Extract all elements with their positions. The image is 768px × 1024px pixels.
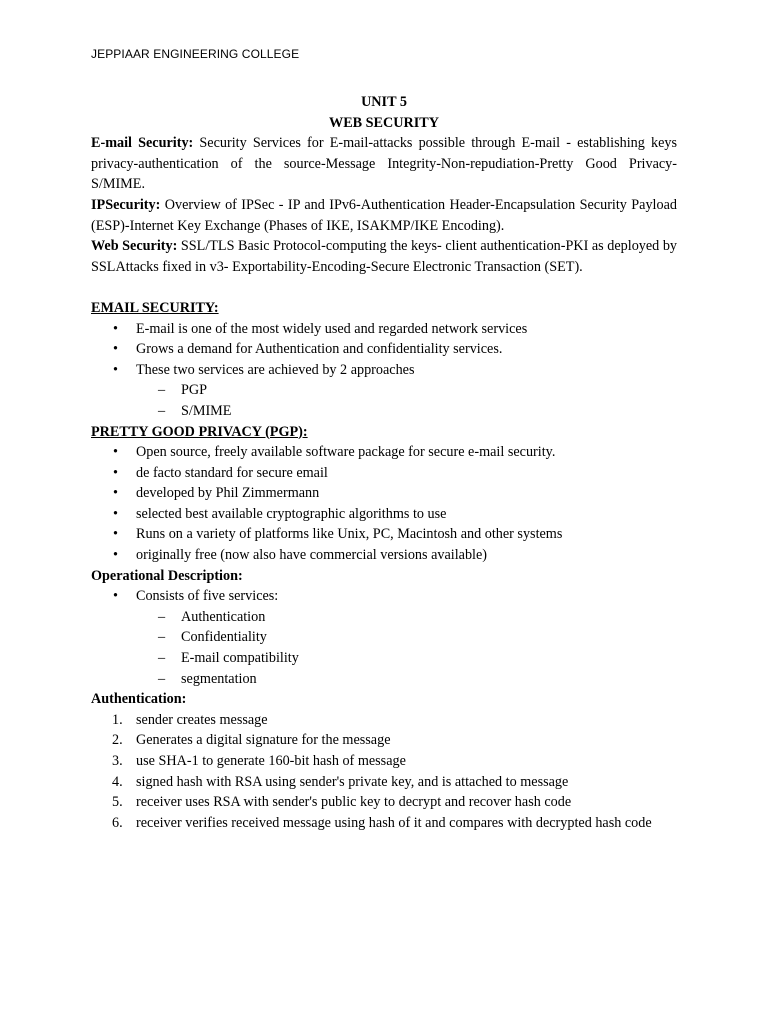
list-item: – S/MIME <box>91 401 677 422</box>
list-item: • developed by Phil Zimmermann <box>91 483 677 504</box>
list-item: • Grows a demand for Authentication and confidentiality services. <box>91 339 677 360</box>
list-item: • Runs on a variety of platforms like Unix, PC, Macintosh and other systems <box>91 524 677 545</box>
unit-heading: UNIT 5 <box>361 94 407 110</box>
pgp-list <box>91 442 677 566</box>
list-item: – E-mail compatibility <box>91 648 677 669</box>
section-heading-operational: Operational Description: <box>91 567 243 584</box>
step-number: 3. <box>112 753 123 769</box>
operational-list <box>91 586 677 607</box>
page-title: WEB SECURITY <box>329 114 439 131</box>
syllabus-label: E-mail Security: <box>91 135 194 152</box>
list-item <box>91 792 677 813</box>
list-item: – Authentication <box>91 607 677 628</box>
authentication-steps <box>91 710 677 834</box>
list-item <box>91 710 677 731</box>
list-item <box>91 813 677 834</box>
approaches-list <box>91 380 677 421</box>
step-number: 4. <box>112 773 123 790</box>
step-number: 2. <box>112 732 123 749</box>
list-item: • de facto standard for secure email <box>91 463 677 484</box>
syllabus-text: Overview of IPSec - IP and IPv6-Authentication Header-Encapsulation Security Payload (ESP)-Internet Key Exchange (Phases of IKE, ISAKMP/IKE Encoding). <box>91 196 677 234</box>
list-item: • originally free (now also have commercial versions available) <box>91 545 677 566</box>
running-header: JEPPIAAR ENGINEERING COLLEGE <box>91 47 300 61</box>
step-text: receiver verifies received message using hash of it and compares with decrypted hash code <box>136 814 652 831</box>
section-heading-pgp: PRETTY GOOD PRIVACY (PGP): <box>91 423 308 440</box>
step-text: Generates a digital signature for the message <box>136 732 391 749</box>
step-number: 1. <box>112 711 123 728</box>
step-text: use SHA-1 to generate 160-bit hash of message <box>136 753 406 769</box>
step-text: signed hash with RSA using sender's private key, and is attached to message <box>136 773 569 790</box>
list-item: – segmentation <box>91 669 677 690</box>
list-item: • E-mail is one of the most widely used and regarded network services <box>91 319 677 340</box>
step-text: receiver uses RSA with sender's public key to decrypt and recover hash code <box>136 794 572 811</box>
step-number: 6. <box>112 814 123 831</box>
list-item: – Confidentiality <box>91 627 677 648</box>
email-security-list <box>91 319 677 381</box>
document-body <box>91 92 677 833</box>
syllabus-text: SSL/TLS Basic Protocol-computing the keys- client authentication-PKI as deployed by SSLAttacks fixed in v3- Exportability-Encoding-Secure Electronic Transaction (SET). <box>91 238 678 275</box>
step-text: sender creates message <box>136 711 268 728</box>
step-number: 5. <box>112 794 123 811</box>
services-list <box>91 607 677 689</box>
list-item: • Consists of five services: <box>91 586 677 607</box>
syllabus-label: Web Security: <box>91 238 178 255</box>
syllabus-email <box>91 133 677 195</box>
section-heading-authentication: Authentication: <box>91 691 187 708</box>
list-item <box>91 730 677 751</box>
list-item <box>91 772 677 793</box>
spacer <box>91 277 677 298</box>
section-heading-email-security: EMAIL SECURITY: <box>91 299 219 316</box>
syllabus-ipsec <box>91 195 677 236</box>
syllabus-web <box>91 236 677 277</box>
syllabus-text: Security Services for E-mail-attacks possible through E-mail - establishing keys privacy-authentication of the source-Message Integrity-Non-repudiation-Pretty Good Privacy-S/MIME. <box>91 135 677 193</box>
list-item: • selected best available cryptographic algorithms to use <box>91 504 677 525</box>
list-item: – PGP <box>91 380 677 401</box>
list-item: • These two services are achieved by 2 approaches <box>91 360 677 381</box>
syllabus-label: IPSecurity: <box>91 196 161 213</box>
list-item: • Open source, freely available software package for secure e-mail security. <box>91 442 677 463</box>
list-item <box>91 751 677 772</box>
